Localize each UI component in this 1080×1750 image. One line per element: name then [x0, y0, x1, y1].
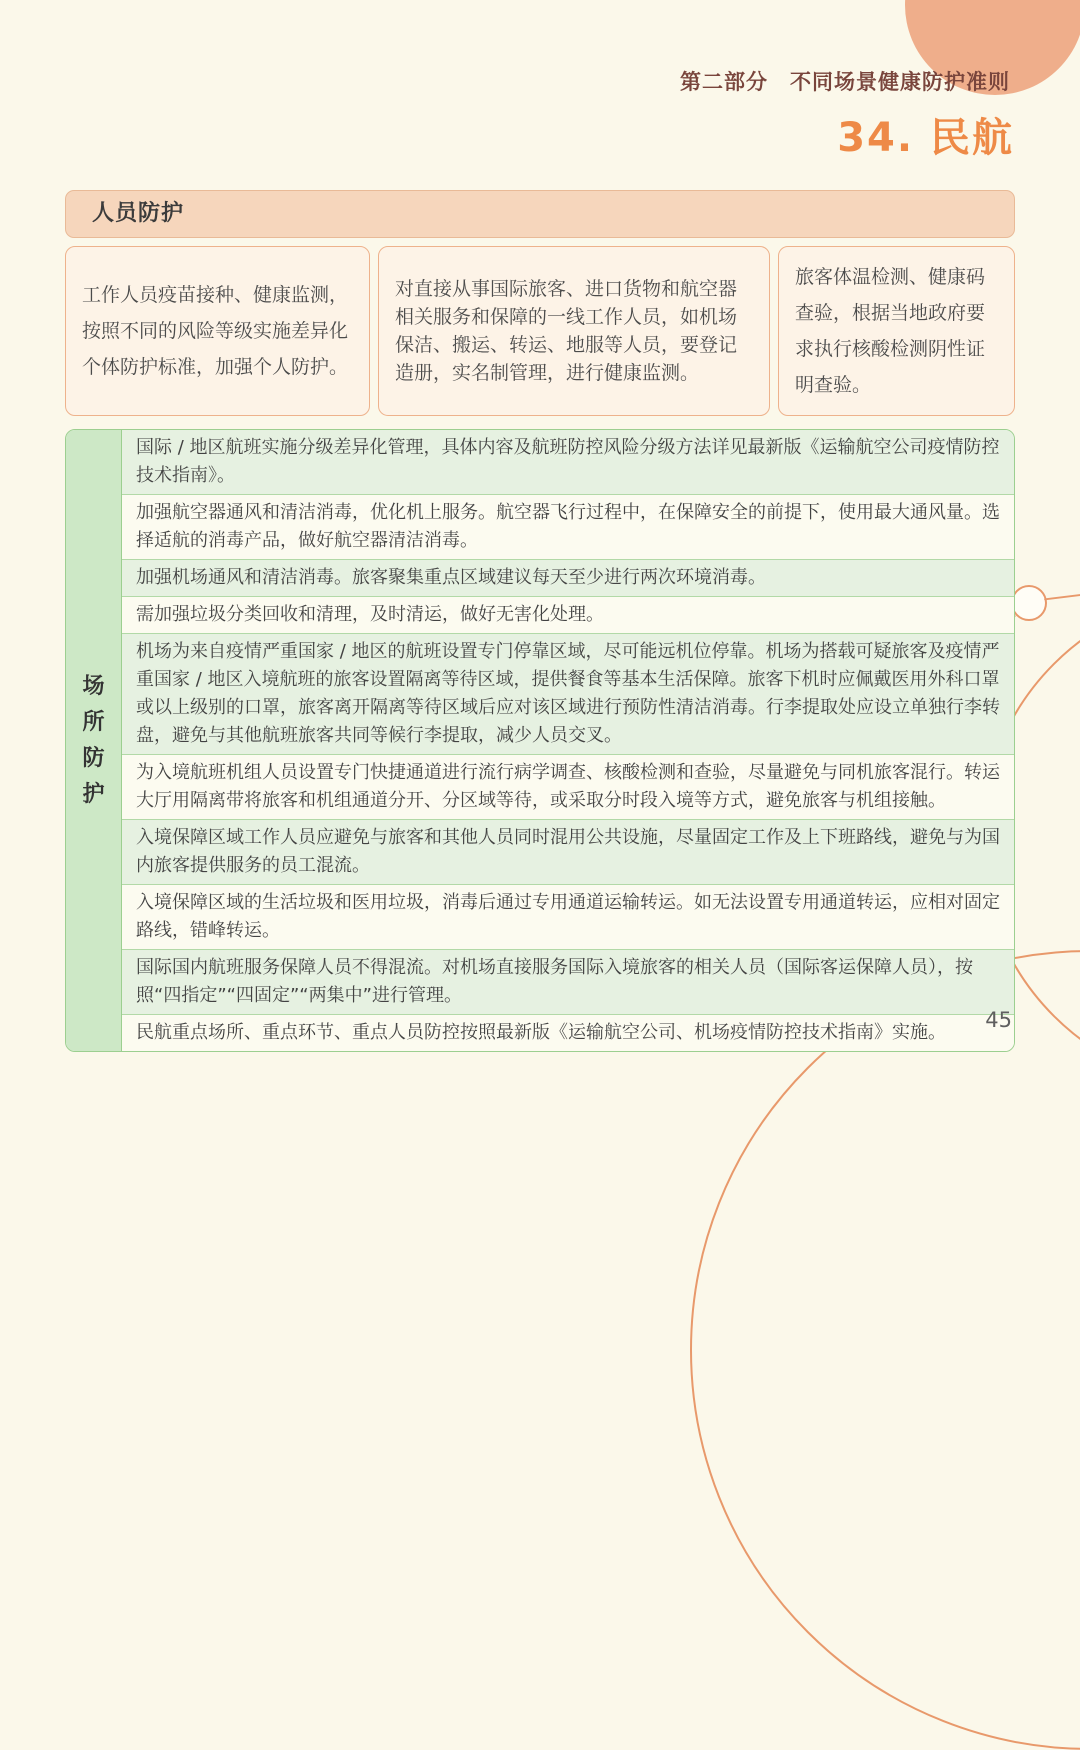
table-row [122, 430, 1014, 495]
table-row-text: 机场为来自疫情严重国家 / 地区的航班设置专门停靠区域，尽可能远机位停靠。机场为搭载可疑旅客及疫情严重国家 / 地区入境航班的旅客设置隔离等待区域，提供餐食等基本生活保障。旅客下机时应佩戴医用外科口罩或以上级别的口罩，旅客离开隔离等待区域后应对该区域进行预防性清洁消毒。行李提取处应设立单独行李转盘，避免与其他航班旅客共同等候行李提取，减少人员交叉。 [136, 641, 1000, 746]
table-row [122, 950, 1014, 1015]
arc-decoration [690, 950, 1080, 1750]
table-row-text: 需加强垃圾分类回收和清理，及时清运，做好无害化处理。 [136, 604, 604, 625]
personnel-card-text: 旅客体温检测、健康码查验，根据当地政府要求执行核酸检测阴性证明查验。 [795, 266, 986, 396]
table-row-text: 国际 / 地区航班实施分级差异化管理，具体内容及航班防控风险分级方法详见最新版《运输航空公司疫情防控技术指南》。 [136, 437, 1000, 486]
breadcrumb: 第二部分 不同场景健康防护准则 [680, 70, 1010, 94]
venue-table-rows [122, 430, 1014, 1051]
personnel-card-text: 对直接从事国际旅客、进口货物和航空器相关服务和保障的一线工作人员，如机场保洁、搬运、转运、地服等人员，要登记造册，实名制管理，进行健康监测。 [395, 278, 738, 384]
table-row [122, 885, 1014, 950]
personnel-card [378, 246, 770, 416]
table-row [122, 1015, 1014, 1051]
personnel-cards [65, 246, 1015, 416]
venue-protection-table [65, 429, 1015, 1052]
main-content [65, 190, 1015, 1052]
venue-table-label-cell [66, 430, 122, 1051]
table-row-text: 国际国内航班服务保障人员不得混流。对机场直接服务国际入境旅客的相关人员（国际客运保障人员），按照“四指定”“四固定”“两集中”进行管理。 [136, 957, 973, 1006]
table-row-text: 加强航空器通风和清洁消毒，优化机上服务。航空器飞行过程中，在保障安全的前提下，使用最大通风量。选择适航的消毒产品，做好航空器清洁消毒。 [136, 502, 1000, 551]
venue-table-label: 场所防护 [82, 673, 105, 807]
table-row-text: 入境保障区域的生活垃圾和医用垃圾，消毒后通过专用通道运输转运。如无法设置专用通道转运，应相对固定路线，错峰转运。 [136, 892, 1000, 941]
table-row [122, 597, 1014, 634]
personnel-card [778, 246, 1015, 416]
personnel-card [65, 246, 370, 416]
balloon-circle-decoration [1011, 585, 1047, 621]
page-number: 45 [985, 1008, 1012, 1032]
line-decoration [1044, 594, 1080, 601]
section-header-personnel-protection: 人员防护 [65, 190, 1015, 238]
table-row [122, 634, 1014, 755]
personnel-card-text: 工作人员疫苗接种、健康监测，按照不同的风险等级实施差异化个体防护标准，加强个人防护。 [82, 284, 349, 378]
table-row-text: 入境保障区域工作人员应避免与旅客和其他人员同时混用公共设施，尽量固定工作及上下班路线，避免与为国内旅客提供服务的员工混流。 [136, 827, 1000, 876]
table-row [122, 495, 1014, 560]
table-row-text: 加强机场通风和清洁消毒。旅客聚集重点区域建议每天至少进行两次环境消毒。 [136, 567, 766, 588]
table-row [122, 755, 1014, 820]
table-row-text: 为入境航班机组人员设置专门快捷通道进行流行病学调查、核酸检测和查验，尽量避免与同机旅客混行。转运大厅用隔离带将旅客和机组通道分开、分区域等待，或采取分时段入境等方式，避免旅客与机组接触。 [136, 762, 1000, 811]
table-row [122, 560, 1014, 597]
page-title: 34. 民航 [837, 115, 1014, 161]
table-row [122, 820, 1014, 885]
table-row-text: 民航重点场所、重点环节、重点人员防控按照最新版《运输航空公司、机场疫情防控技术指南》实施。 [136, 1022, 946, 1043]
